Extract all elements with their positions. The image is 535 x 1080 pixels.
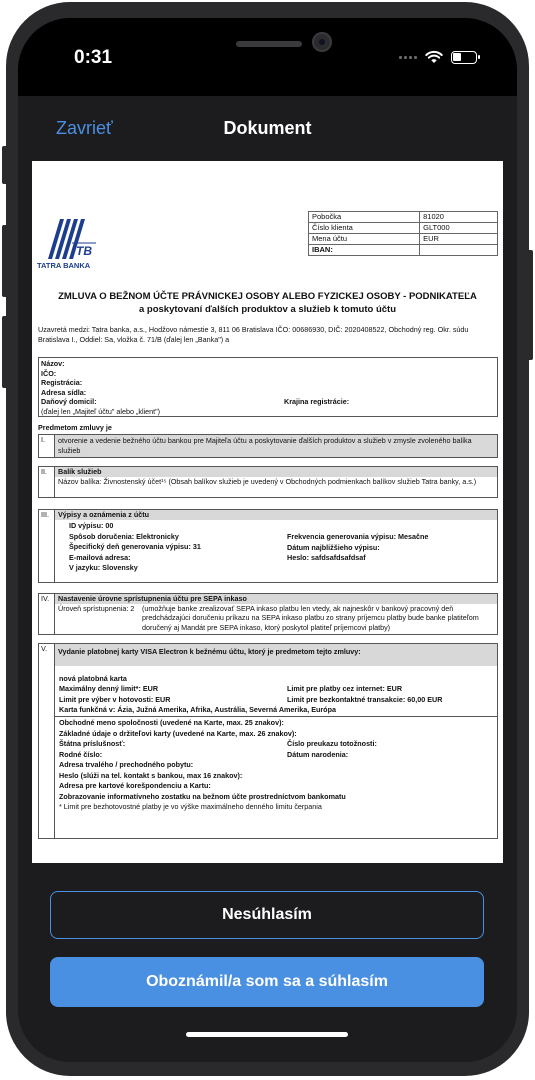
table-cell: IBAN: <box>309 245 420 256</box>
card-type: nová platobná karta <box>59 674 127 683</box>
status-bar <box>18 18 517 96</box>
document-title <box>32 290 503 316</box>
id-number: Číslo preukazu totožnosti: <box>287 739 377 748</box>
phone-password: Heslo (slúži na tel. kontakt s bankou, max 16 znakov): <box>59 770 243 780</box>
table-cell: Mena účtu <box>309 234 420 245</box>
side-button-mute <box>2 146 8 184</box>
section-4-body <box>55 594 497 634</box>
birth-row <box>59 750 493 761</box>
title-line-2: a poskytovaní ďalších produktov a služieb k tomuto účtu <box>138 304 397 315</box>
section-2-number: II. <box>39 467 55 497</box>
logo-text: TATRA BANKA <box>37 261 91 270</box>
decline-button[interactable]: Nesúhlasím <box>50 891 484 939</box>
section-4-number: IV. <box>39 594 55 634</box>
document-viewer[interactable] <box>32 161 503 863</box>
nav-title: Dokument <box>223 118 312 138</box>
table-cell: EUR <box>420 234 498 245</box>
section-4-heading: Nastavenie úrovne sprístupnenia účtu pre SEPA inkaso <box>55 594 497 604</box>
statement-day: Špecifický deň generovania výpisu: 31 <box>69 542 201 551</box>
card-limits-left <box>59 684 170 705</box>
section-2 <box>38 466 498 498</box>
section-1 <box>38 434 498 458</box>
table-cell: Číslo klienta <box>309 223 420 234</box>
card-regions: Karta funkčná v: Ázia, Južná Amerika, Afrika, Austrália, Severná Amerika, Európa <box>59 705 336 714</box>
statement-language: V jazyku: Slovensky <box>69 563 138 572</box>
table-row <box>309 212 498 223</box>
section-1-number: I. <box>39 435 55 457</box>
tatra-banka-logo <box>38 207 98 267</box>
field-registration-country: Krajina registrácie: <box>284 397 350 406</box>
logo-mark: TB <box>76 244 92 258</box>
section-2-body <box>55 467 497 497</box>
cash-limit: Limit pre výber v hotovosti: EUR <box>59 694 171 704</box>
section-5-number: V. <box>39 644 55 838</box>
document-sheet <box>32 96 503 1062</box>
next-statement-date: Dátum najbližšieho výpisu: <box>287 542 380 552</box>
earpiece-speaker <box>236 41 302 47</box>
battery-icon <box>451 51 477 64</box>
section-2-text: Názov balíka: Živnostenský účet¹⁵ (Obsah balíkov služieb je uvedený v Obchodných podmienkach balíkov služieb Tatra banky, a.s.) <box>58 476 477 486</box>
screen <box>18 18 517 1062</box>
nationality-row <box>59 739 493 750</box>
section-3 <box>38 509 498 583</box>
limit-footnote: * Limit pre bezhotovostné platby je vo výške maximálneho denného limitu čerpania <box>59 802 322 811</box>
table-cell: 81020 <box>420 212 498 223</box>
front-camera <box>312 32 332 52</box>
status-time: 0:31 <box>74 47 113 68</box>
accept-button[interactable]: Oboznámil/a som sa a súhlasím <box>50 957 484 1007</box>
card-holder-details <box>55 716 497 814</box>
sepa-description: (umožňuje banke zrealizovať SEPA inkaso platbu len vtedy, ak najneskôr v bankový pracovný deň predchádzajúci doručeniu príkazu na SEPA inkaso platbu zo strany príjemcu platby bude banke platiteľom doručený aj Mandát pre SEPA inkaso, ktorý poskytol platiteľ príjemcovi platby) <box>142 603 479 632</box>
daily-limit: Maximálny denný limit*: EUR <box>59 684 159 693</box>
statement-left <box>69 521 201 574</box>
internet-limit: Limit pre platby cez internet: EUR <box>287 684 403 693</box>
section-2-heading: Balík služieb <box>55 467 497 477</box>
card-correspondence-address: Adresa pre kartové korešpondenciu a Kartu: <box>59 781 211 790</box>
sepa-level: Úroveň sprístupnenia: 2 <box>58 603 135 613</box>
side-button-volume-down <box>2 316 8 388</box>
table-row <box>309 245 498 256</box>
section-5-body <box>55 644 497 838</box>
statement-id: ID výpisu: 00 <box>69 521 114 530</box>
section-4 <box>38 593 498 635</box>
field-registration: Registrácia: <box>41 378 83 387</box>
section-5-heading: Vydanie platobnej karty VISA Electron k bežnému účtu, ktorý je predmetom tejto zmluvy: <box>55 644 497 666</box>
nationality: Štátna príslušnosť: <box>59 739 126 748</box>
subject-label: Predmetom zmluvy je <box>38 423 112 432</box>
company-name-on-card: Obchodné meno spoločnosti (uvedené na Karte, max. 25 znakov): <box>59 718 284 727</box>
client-details <box>38 357 498 417</box>
close-button[interactable]: Zavrieť <box>56 118 113 138</box>
side-button-power <box>527 250 533 360</box>
table-cell: GLT000 <box>420 223 498 234</box>
delivery-method: Spôsob doručenia: Elektronicky <box>69 531 179 541</box>
wifi-icon <box>425 50 443 64</box>
title-line-1: ZMLUVA O BEŽNOM ÚČTE PRÁVNICKEJ OSOBY ALEBO FYZICKEJ OSOBY - PODNIKATEĽA <box>58 291 477 302</box>
section-3-number: III. <box>39 510 55 582</box>
nav-bar <box>32 96 503 161</box>
status-icons <box>399 50 477 64</box>
home-indicator[interactable] <box>186 1032 348 1037</box>
client-note: (ďalej len „Majiteľ účtu" alebo „klient") <box>41 406 161 416</box>
table-cell <box>420 245 498 256</box>
section-5 <box>38 643 498 839</box>
section-1-text: otvorenie a vedenie bežného účtu bankou pre Majiteľa účtu a poskytovanie ďalších produktov a služieb v zmysle zvoleného balíka služieb <box>55 435 497 457</box>
side-button-volume-up <box>2 225 8 297</box>
table-row <box>309 223 498 234</box>
statement-password: Heslo: safdsafdsafdsaf <box>287 553 366 562</box>
birth-date: Dátum narodenia: <box>287 749 349 759</box>
field-tax-domicile: Daňový domicil: <box>41 397 97 406</box>
statement-frequency: Frekvencia generovania výpisu: Mesačne <box>287 532 429 541</box>
cardholder-basic-data: Základné údaje o držiteľovi karty (uvedené na Karte, max. 26 znakov): <box>59 728 297 738</box>
permanent-address: Adresa trvalého / prechodného pobytu: <box>59 760 194 769</box>
field-address: Adresa sídla: <box>41 387 87 397</box>
statement-right <box>287 532 428 564</box>
section-4-content <box>55 604 497 633</box>
birth-number: Rodné číslo: <box>59 749 103 759</box>
section-3-body <box>55 510 497 582</box>
atm-balance-display: Zobrazovanie informatívneho zostatku na bežnom účte prostredníctvom bankomatu <box>59 791 346 801</box>
signal-icon <box>399 56 417 59</box>
field-name: Názov: <box>41 359 65 368</box>
table-row <box>309 234 498 245</box>
concluded-between: Uzavretá medzi: Tatra banka, a.s., Hodžovo námestie 3, 811 06 Bratislava IČO: 00686930, DIČ: 2020408522, Obchodný reg. Okr. súdu Bratislava I., Oddiel: Sa, vložka č. 71/B (ďalej len „Banka") a <box>38 325 469 344</box>
table-cell: Pobočka <box>309 212 420 223</box>
section-3-heading: Výpisy a oznámenia z účtu <box>55 510 497 520</box>
contactless-limit: Limit pre bezkontaktné transakcie: 60,00 EUR <box>287 694 443 704</box>
card-limits-right <box>287 684 442 705</box>
email-address: E-mailová adresa: <box>69 552 131 562</box>
field-ico: IČO: <box>41 368 57 378</box>
account-info-table <box>308 211 498 256</box>
